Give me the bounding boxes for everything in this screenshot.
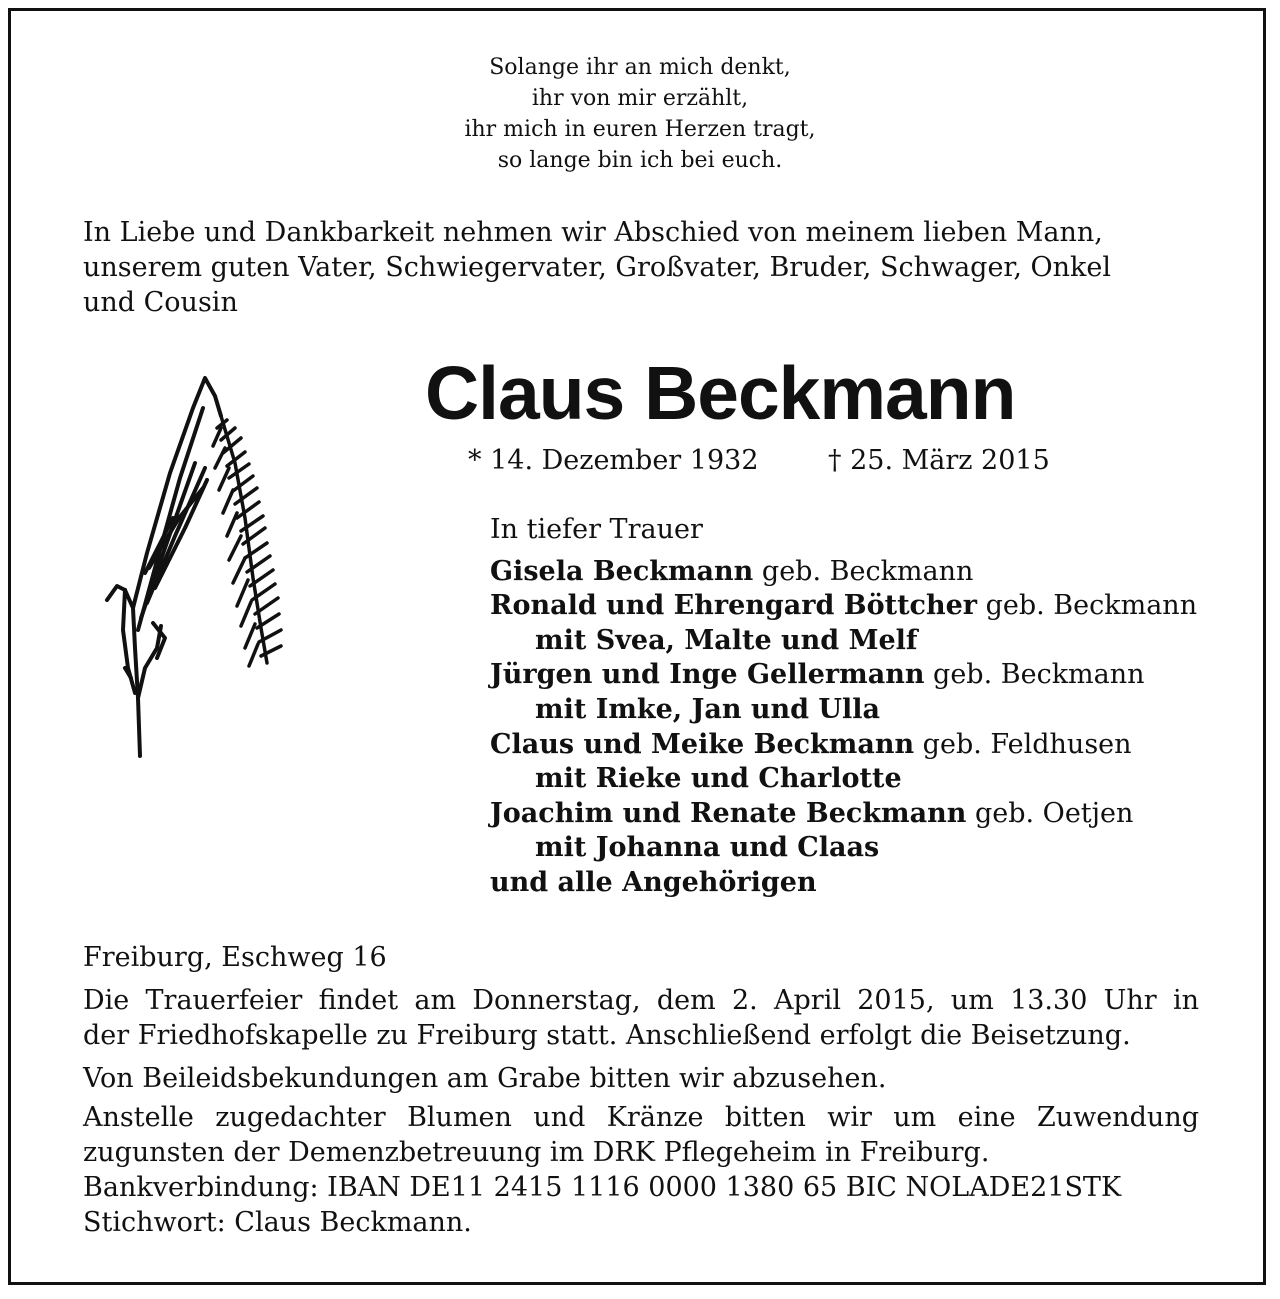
wheat-stalk-icon xyxy=(95,368,300,763)
mourner-name: Claus und Meike Beckmann xyxy=(490,728,915,760)
donation-line: zugunsten der Demenzbetreuung im DRK Pflegeheim in Freiburg. xyxy=(83,1137,990,1168)
mourner-line xyxy=(490,589,1230,624)
poem-line: so lange bin ich bei euch. xyxy=(497,148,783,173)
mourner-line xyxy=(490,762,1230,797)
mourner-name: Jürgen und Inge Gellermann xyxy=(490,659,925,691)
mourner-note: geb. Beckmann xyxy=(924,659,1145,691)
mourner-line xyxy=(490,797,1230,832)
address: Freiburg, Eschweg 16 xyxy=(83,942,387,973)
donation-line: Anstelle zugedachter Blumen und Kränze bitten wir um eine Zuwendung xyxy=(83,1102,1199,1133)
condolence-note: Von Beileidsbekundungen am Grabe bitten wir abzusehen. xyxy=(83,1063,887,1094)
mourner-name: und alle Angehörigen xyxy=(490,866,817,898)
mourner-line xyxy=(490,555,1230,590)
mourner-name: Ronald und Ehrengard Böttcher xyxy=(490,590,978,622)
mourners-list xyxy=(490,513,1230,901)
mourner-name: mit Imke, Jan und Ulla xyxy=(535,693,880,725)
intro-line: In Liebe und Dankbarkeit nehmen wir Abschied von meinem lieben Mann, xyxy=(83,217,1103,248)
mourner-note: geb. Beckmann xyxy=(977,590,1198,622)
donation-keyword: Stichwort: Claus Beckmann. xyxy=(83,1207,472,1238)
mourner-note: geb. Feldhusen xyxy=(914,728,1132,760)
intro-line: und Cousin xyxy=(83,287,238,318)
mourner-name: mit Rieke und Charlotte xyxy=(535,763,902,795)
death-date: † 25. März 2015 xyxy=(828,445,1050,476)
mourner-name: mit Johanna und Claas xyxy=(535,832,880,864)
mourner-line xyxy=(490,728,1230,763)
poem xyxy=(0,52,1280,176)
poem-line: ihr von mir erzählt, xyxy=(531,86,749,111)
mourner-name: Joachim und Renate Beckmann xyxy=(490,797,967,829)
mourner-name: Gisela Beckmann xyxy=(490,555,754,587)
mourner-line xyxy=(490,624,1230,659)
deceased-name: Claus Beckmann xyxy=(425,351,1016,435)
ceremony-line: der Friedhofskapelle zu Freiburg statt. Anschließend erfolgt die Beisetzung. xyxy=(83,1020,1131,1051)
ceremony-line: Die Trauerfeier findet am Donnerstag, dem 2. April 2015, um 13.30 Uhr in xyxy=(83,985,1199,1016)
mourner-note: geb. Beckmann xyxy=(753,555,974,587)
poem-line: ihr mich in euren Herzen tragt, xyxy=(464,117,816,142)
poem-line: Solange ihr an mich denkt, xyxy=(489,55,791,80)
mourner-note: geb. Oetjen xyxy=(966,797,1134,829)
mourners-heading: In tiefer Trauer xyxy=(490,514,703,545)
bank-details: Bankverbindung: IBAN DE11 2415 1116 0000 1380 65 BIC NOLADE21STK xyxy=(83,1172,1122,1203)
notice-details xyxy=(83,940,1199,1240)
mourner-line xyxy=(490,831,1230,866)
mourner-line xyxy=(490,866,1230,901)
intro-line: unserem guten Vater, Schwiegervater, Großvater, Bruder, Schwager, Onkel xyxy=(83,252,1112,283)
mourner-name: mit Svea, Malte und Melf xyxy=(535,624,918,656)
birth-date: * 14. Dezember 1932 xyxy=(468,445,759,476)
mourner-line xyxy=(490,658,1230,693)
intro-text xyxy=(83,215,1213,320)
mourner-line xyxy=(490,693,1230,728)
